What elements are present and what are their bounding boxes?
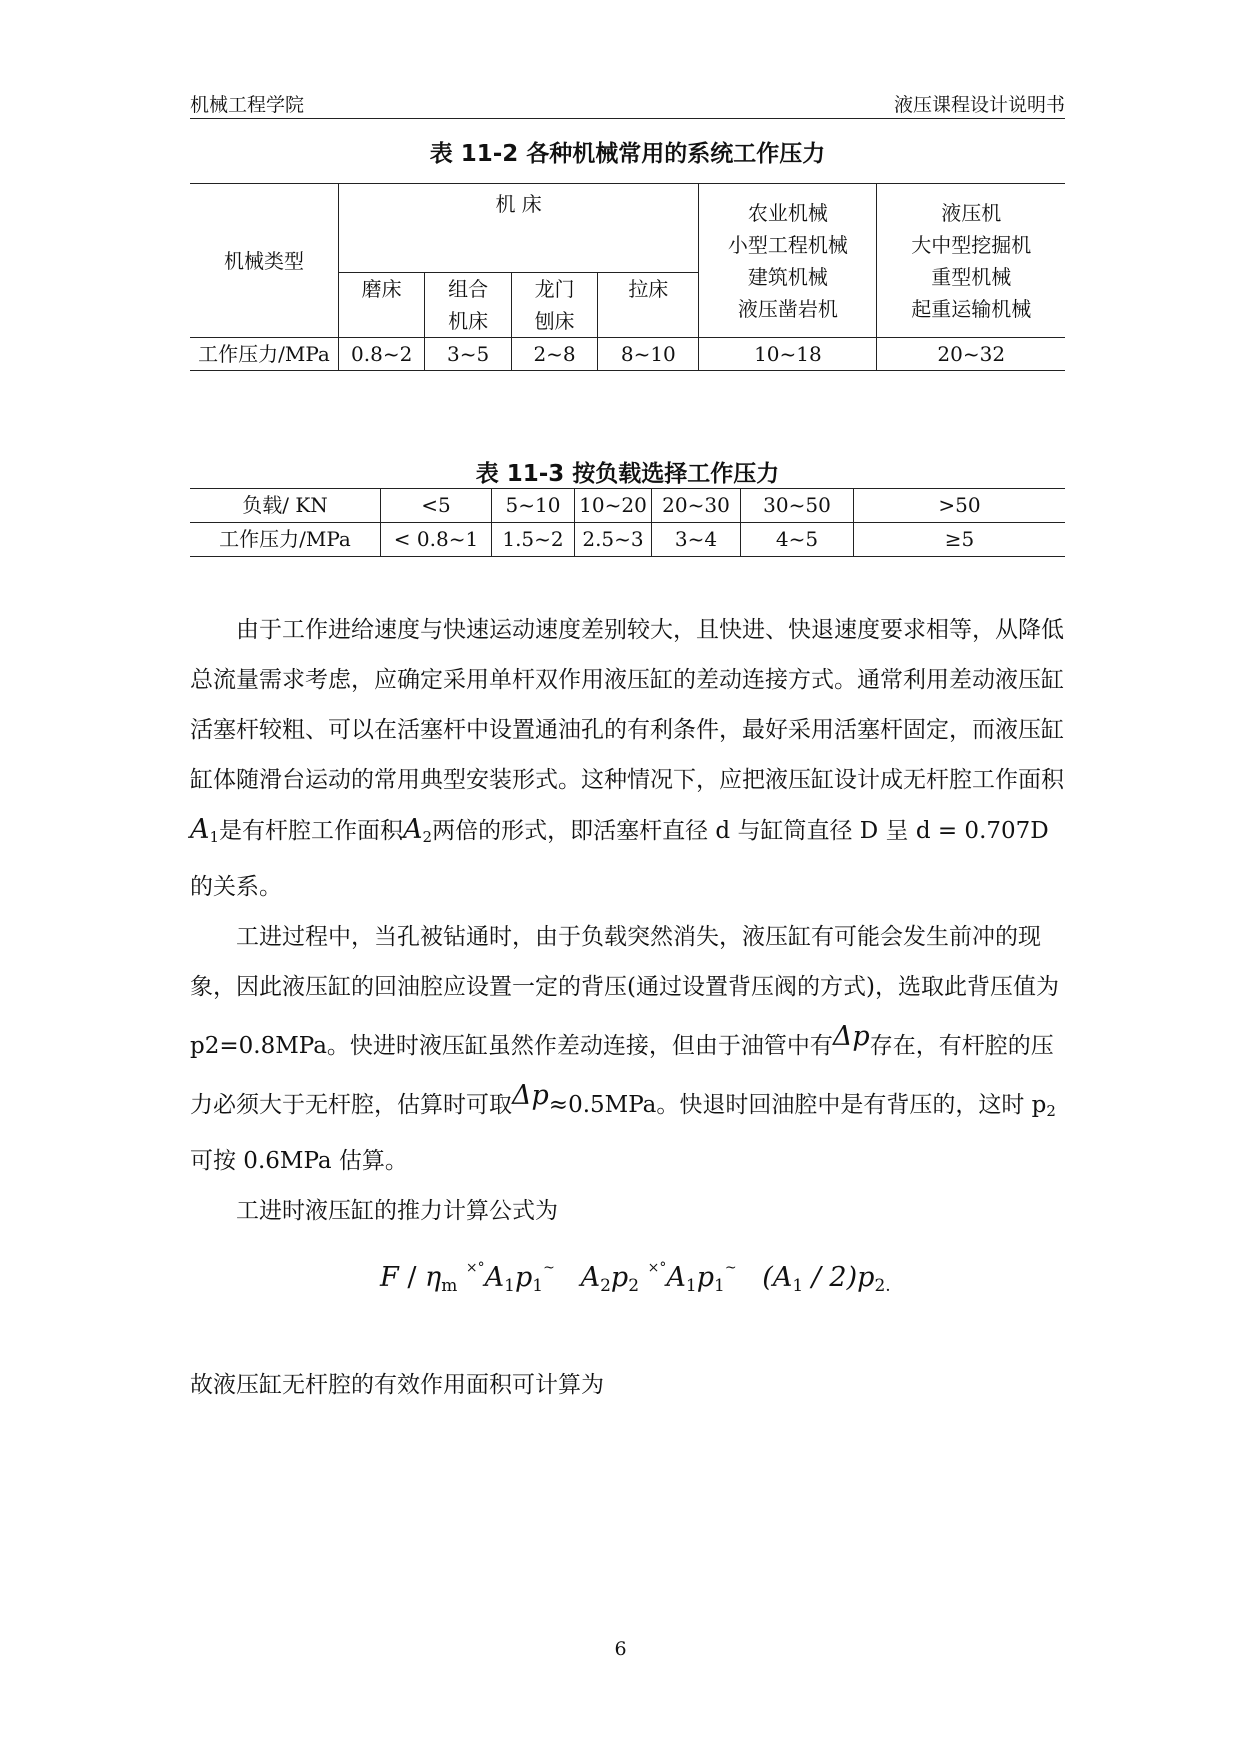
table-load-pressure (190, 488, 1065, 557)
table-row (190, 184, 1065, 273)
paragraph-2 (190, 912, 1065, 1186)
pressure-cell: 4~5 (741, 523, 854, 557)
text-run: 可按 0.6MPa 估算。 (190, 1148, 408, 1174)
formula-token: F (380, 1262, 399, 1293)
pressure-cell: 8~10 (598, 338, 699, 371)
text-run: ≈0.5MPa。快退时回油腔中是有背压的，这时 p (548, 1092, 1047, 1118)
machine-tool-line: 拉床 (628, 277, 669, 301)
formula-token: A (580, 1262, 601, 1293)
formula-subscript: 2 (600, 1276, 611, 1296)
pressure-cell: 3~4 (652, 523, 741, 557)
machine-tool-cell (425, 273, 511, 338)
symbol-subscript: 2 (422, 828, 433, 846)
formula-token: p (857, 1262, 875, 1293)
pressure-cell: 0.8~2 (338, 338, 424, 371)
machine-tool-line (339, 305, 424, 337)
formula-subscript: 1 (713, 1276, 725, 1296)
formula-token: . (885, 1276, 891, 1296)
hydraulic-line: 大中型挖掘机 (911, 232, 1032, 257)
formula-mark: ×° (465, 1260, 485, 1276)
symbol-subscript: 2 (1046, 1102, 1056, 1120)
formula-token: A (666, 1262, 686, 1293)
table-row (190, 489, 1065, 523)
pressure-cell: 2~8 (511, 338, 597, 371)
pressure-cell: 10~18 (699, 338, 877, 371)
formula-mark: ×° (647, 1260, 667, 1276)
machine-tool-line: 机床 (448, 309, 489, 333)
table-system-pressure (190, 183, 1065, 371)
page-number: 6 (614, 1638, 627, 1660)
load-cell: <5 (381, 489, 492, 523)
agri-line: 液压凿岩机 (737, 296, 838, 321)
pressure-label-cell: 工作压力/MPa (190, 523, 381, 557)
text-run: 工进过程中，当孔被钻通时，由于负载突然消失，液压缸有可能会发生前冲的现象，因此液压缸的回油腔应设置一定的背压(通过设置背压阀的方式)，选取此背压值为 p2=0.8MPa。快进时液压缸虽然作差动连接，但由于油管中有 (190, 924, 1059, 1059)
machine-tool-line (598, 305, 698, 337)
agri-line: 建筑机械 (747, 264, 828, 289)
symbol-A2 (403, 814, 432, 845)
text-run: 由于工作进给速度与快速运动速度差别较大，且快进、快退速度要求相等，从降低总流量需求考虑，应确定采用单杆双作用液压缸的差动连接方式。通常利用差动液压缸活塞杆较粗、可以在活塞杆中设置通油孔的有利条件，最好采用活塞杆固定，而液压缸缸体随滑台运动的常用典型安装形式。这种情况下，应把液压缸设计成无杆腔工作面积 (190, 617, 1064, 793)
pressure-cell: 20~32 (877, 338, 1065, 371)
machine-tool-cell (338, 273, 424, 338)
paragraph-3: 工进时液压缸的推力计算公式为 (236, 1198, 558, 1224)
formula-subscript: 1 (504, 1276, 515, 1296)
table1-caption: 表 11-2 各种机械常用的系统工作压力 (429, 141, 826, 167)
pressure-cell: 3~5 (425, 338, 511, 371)
hydraulic-cell (877, 184, 1065, 338)
table-row (190, 338, 1065, 371)
machine-tool-line: 磨床 (361, 277, 402, 301)
formula-subscript: 1 (792, 1276, 804, 1296)
type-label-cell: 机械类型 (223, 248, 304, 273)
pressure-cell: 1.5~2 (492, 523, 575, 557)
load-cell: 30~50 (741, 489, 854, 523)
agri-line: 农业机械 (747, 200, 828, 225)
header-right: 液压课程设计说明书 (893, 94, 1065, 116)
load-cell: >50 (854, 489, 1066, 523)
formula-token: / 2) (803, 1262, 858, 1293)
machine-tool-group-cell: 机 床 (338, 184, 698, 273)
formula-subscript: 2 (874, 1276, 886, 1296)
table-row (190, 523, 1065, 557)
agri-line: 小型工程机械 (727, 232, 848, 257)
machine-tool-line: 组合 (448, 277, 489, 301)
formula-token: η (425, 1262, 442, 1293)
running-header (190, 88, 1065, 119)
symbol-letter: A (403, 814, 423, 845)
load-cell: 5~10 (492, 489, 575, 523)
pressure-cell: ≥5 (854, 523, 1066, 557)
formula-subscript: m (441, 1276, 458, 1296)
machine-tool-cell (511, 273, 597, 338)
formula-token: p (696, 1262, 714, 1293)
formula-token: p (610, 1262, 629, 1293)
header-left: 机械工程学院 (190, 94, 305, 116)
paragraph-1 (190, 605, 1065, 912)
thrust-formula (380, 1260, 891, 1296)
symbol-delta-p: Δp (832, 1021, 870, 1052)
text-run: 是有杆腔工作面积 (219, 818, 404, 844)
pressure-label-cell: 工作压力/MPa (190, 338, 338, 371)
body-text-2 (190, 1360, 1065, 1410)
formula-subscript: 2 (628, 1276, 640, 1296)
paragraph-4: 故液压缸无杆腔的有效作用面积可计算为 (190, 1372, 604, 1398)
machine-tool-line: 龙门 (534, 277, 575, 301)
formula-subscript: 1 (532, 1276, 544, 1296)
load-cell: 20~30 (652, 489, 741, 523)
symbol-A1 (190, 814, 219, 845)
formula-mark: ~ (543, 1260, 555, 1276)
hydraulic-line: 液压机 (941, 200, 1002, 225)
pressure-cell: 2.5~3 (575, 523, 652, 557)
text-run: 存在，有杆腔的压力必须大于无杆腔，估算时可取 (190, 1033, 1054, 1118)
load-cell: 10~20 (575, 489, 652, 523)
symbol-subscript: 1 (209, 828, 220, 846)
pressure-cell: < 0.8~1 (381, 523, 492, 557)
formula-token: A (484, 1262, 505, 1293)
formula-token: p (514, 1262, 533, 1293)
text-run: 两倍的形式，即活塞杆直径 d 与缸筒直径 D 呈 d = 0.707D 的关系。 (190, 818, 1049, 900)
formula-token: / (398, 1262, 425, 1293)
body-text (190, 605, 1065, 1236)
formula-subscript: 1 (685, 1276, 697, 1296)
formula-mark: ~ (724, 1260, 737, 1276)
agri-cell (699, 184, 877, 338)
machine-tool-cell (598, 273, 699, 338)
symbol-letter: A (190, 814, 210, 845)
hydraulic-line: 起重运输机械 (911, 296, 1032, 321)
table2-caption: 表 11-3 按负载选择工作压力 (475, 461, 780, 487)
load-label-cell: 负载/ KN (242, 493, 328, 517)
machine-tool-line: 刨床 (534, 309, 575, 333)
hydraulic-line: 重型机械 (931, 264, 1012, 289)
symbol-delta-p: Δp (512, 1080, 549, 1111)
formula-token: (A (762, 1262, 793, 1293)
